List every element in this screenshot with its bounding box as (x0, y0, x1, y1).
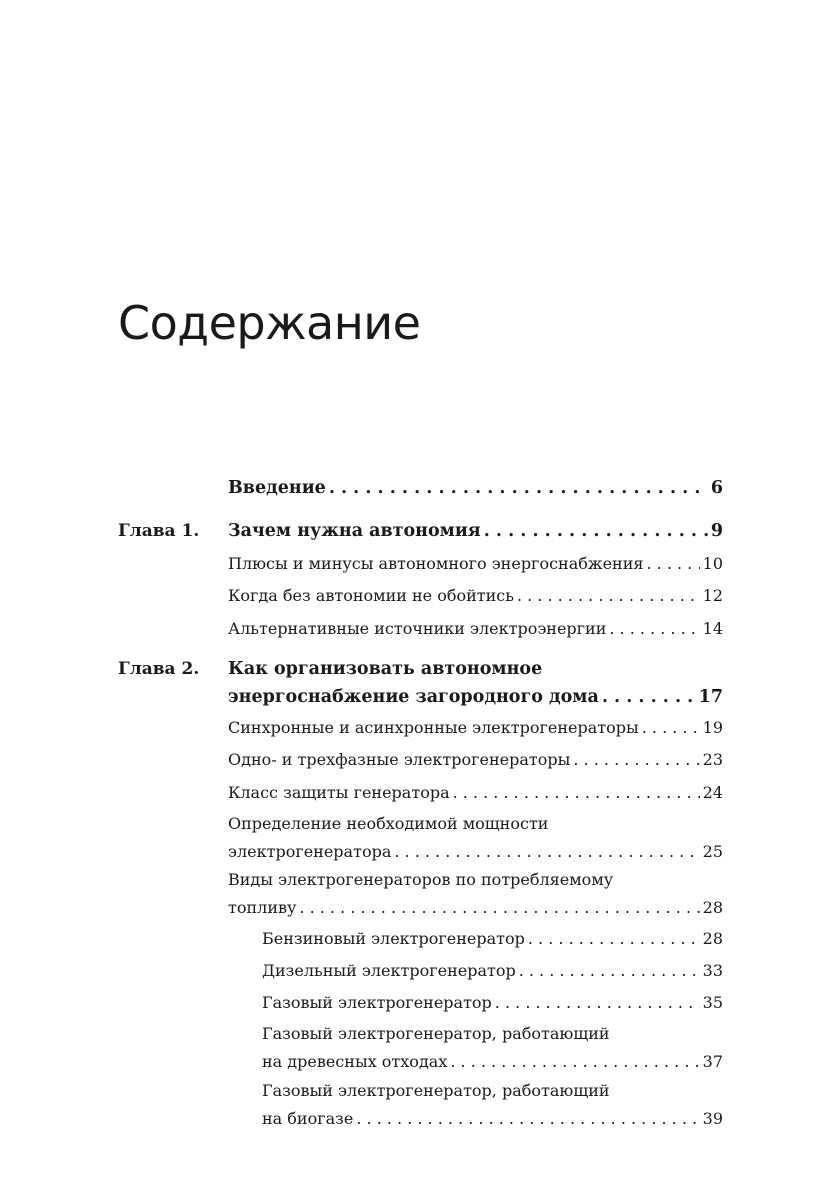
toc-entry-text-line2: топливу (228, 898, 297, 917)
toc-entry-when-needed (228, 582, 723, 610)
toc-entry-power-calculation (228, 810, 723, 866)
dot-leader (356, 1105, 699, 1133)
chapter-label-2: Глава 2. (118, 659, 200, 679)
toc-entry-gas-biogas (262, 1077, 723, 1133)
toc-page-number: 39 (702, 1109, 723, 1128)
toc-entry-text: Газовый электрогенератор (262, 993, 492, 1012)
toc-entry-fuel-types (228, 866, 723, 922)
toc-entry-text: Дизельный электрогенератор (262, 961, 516, 980)
toc-entry-text-line2: электрогенератора (228, 842, 392, 861)
toc-entry-text: Одно- и трехфазные электрогенераторы (228, 750, 571, 769)
chapter-label-1: Глава 1. (118, 521, 200, 541)
dot-leader (329, 474, 708, 502)
toc-page-number: 24 (702, 783, 723, 802)
toc-entry-diesel (262, 957, 723, 985)
toc-entry-petrol (262, 925, 723, 953)
dot-leader (602, 683, 696, 711)
toc-entry-how-to-organize (228, 655, 723, 711)
toc-entry-text: Класс защиты генератора (228, 783, 450, 802)
dot-leader (394, 838, 699, 866)
dot-leader (519, 957, 700, 985)
toc-entry-text-line2: на древесных отходах (262, 1052, 448, 1071)
toc-entry-text: Введение (228, 478, 326, 498)
toc-page-number: 9 (710, 521, 723, 541)
toc-page-number: 14 (702, 619, 723, 638)
dot-leader (573, 746, 699, 774)
toc-entry-protection-class (228, 779, 723, 807)
toc-page-number: 6 (710, 478, 723, 498)
dot-leader (528, 925, 700, 953)
dot-leader (517, 582, 700, 610)
toc-entry-text-line2: на биогазе (262, 1109, 354, 1128)
toc-entry-text-line1: Определение необходимой мощности (228, 814, 549, 833)
toc-page-number: 33 (702, 961, 723, 980)
toc-page-number: 10 (702, 554, 723, 573)
page-title: Содержание (118, 296, 421, 350)
toc-entry-gas (262, 989, 723, 1017)
toc-entry-text-line1: Виды электрогенераторов по потребляемому (228, 870, 614, 889)
toc-entry-text-line1: Газовый электрогенератор, работающий (262, 1024, 610, 1043)
toc-entry-why-autonomy (228, 517, 723, 545)
toc-entry-sync-async (228, 714, 723, 742)
toc-entry-text-line2: энергоснабжение загородного дома (228, 687, 599, 707)
toc-page-number: 37 (702, 1052, 723, 1071)
dot-leader (642, 714, 700, 742)
toc-page-number: 12 (702, 586, 723, 605)
toc-entry-alternative-sources (228, 615, 723, 643)
toc-entry-text: Зачем нужна автономия (228, 521, 481, 541)
toc-entry-introduction (228, 474, 723, 502)
toc-entry-gas-wood (262, 1020, 723, 1076)
toc-page-number: 28 (702, 898, 723, 917)
toc-entry-text-line1: Как организовать автономное (228, 659, 543, 679)
dot-leader (299, 894, 699, 922)
toc-page-number: 19 (702, 718, 723, 737)
dot-leader (495, 989, 700, 1017)
toc-entry-text-line1: Газовый электрогенератор, работающий (262, 1081, 610, 1100)
toc-entry-text: Бензиновый электрогенератор (262, 929, 525, 948)
dot-leader (646, 550, 699, 578)
toc-entry-single-three-phase (228, 746, 723, 774)
dot-leader (609, 615, 699, 643)
toc-entry-text: Синхронные и асинхронные электрогенераторы (228, 718, 639, 737)
toc-page-number: 35 (702, 993, 723, 1012)
dot-leader (450, 1048, 699, 1076)
toc-entry-pros-cons (228, 550, 723, 578)
dot-leader (453, 779, 700, 807)
toc-page-number: 17 (698, 687, 723, 707)
toc-entry-text: Когда без автономии не обойтись (228, 586, 514, 605)
toc-page-number: 25 (702, 842, 723, 861)
toc-page-number: 28 (702, 929, 723, 948)
toc-page-number: 23 (702, 750, 723, 769)
toc-entry-text: Плюсы и минусы автономного энергоснабжения (228, 554, 644, 573)
toc-entry-text: Альтернативные источники электроэнергии (228, 619, 607, 638)
dot-leader (484, 517, 708, 545)
